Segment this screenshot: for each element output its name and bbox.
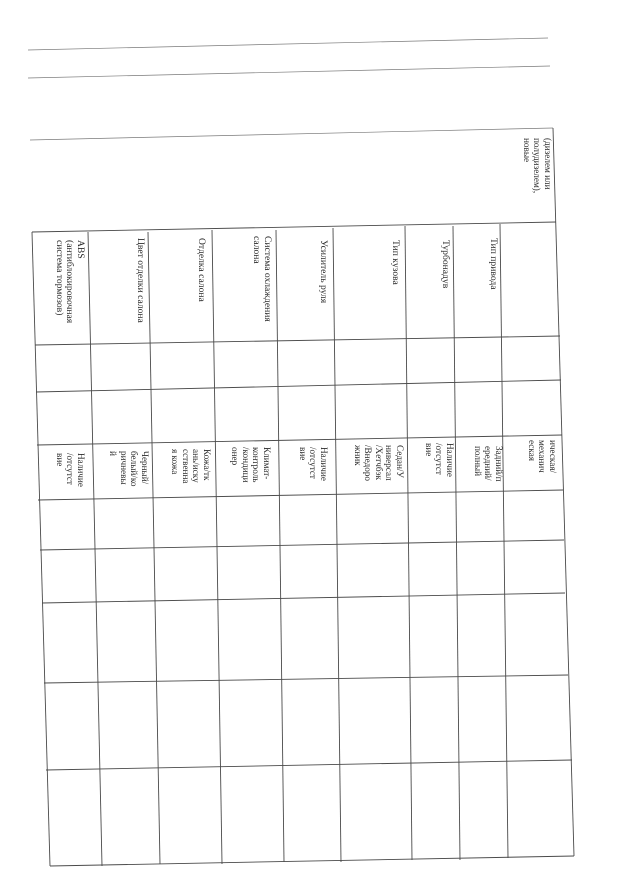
row-value-3: Наличие /отсутст вие (423, 443, 455, 477)
row-value-9: Наличие /отсутст вие (54, 453, 86, 487)
row-value-1: ическая/ механич еская (526, 440, 558, 474)
partial-cell-text: (дизелем или полудизелем), новые (521, 138, 553, 194)
row-value-5: Наличие /отсутст вие (297, 447, 329, 481)
row-label-abs: ABS (антиблокировочная система тормозов) (53, 240, 86, 324)
row-label-turbo: Турбонадув (440, 240, 451, 289)
row-label-drive-type: Тип привода (488, 238, 499, 290)
row-value-7: Кожа/тк ань/иску сственна я кожа (170, 449, 212, 484)
row-label-interior-color: Цвет отделки салона (135, 238, 146, 323)
row-label-power-steering: Усилитель руля (318, 240, 329, 304)
row-value-4: Седан/У ниверсал /Хетчбэк /Внедоро жник (352, 445, 405, 482)
row-value-2: Задний/п ередний/ полный (472, 446, 504, 482)
row-label-body-type: Тип кузова (390, 240, 401, 285)
row-value-6: Климат- контроль /кондици онер (230, 447, 272, 483)
row-value-8: Черный/ белый/ко ричневы й (108, 451, 150, 487)
row-label-interior-trim: Отделка салона (196, 238, 207, 302)
row-label-cabin-cooling: Система охлаждения салона (251, 236, 273, 322)
